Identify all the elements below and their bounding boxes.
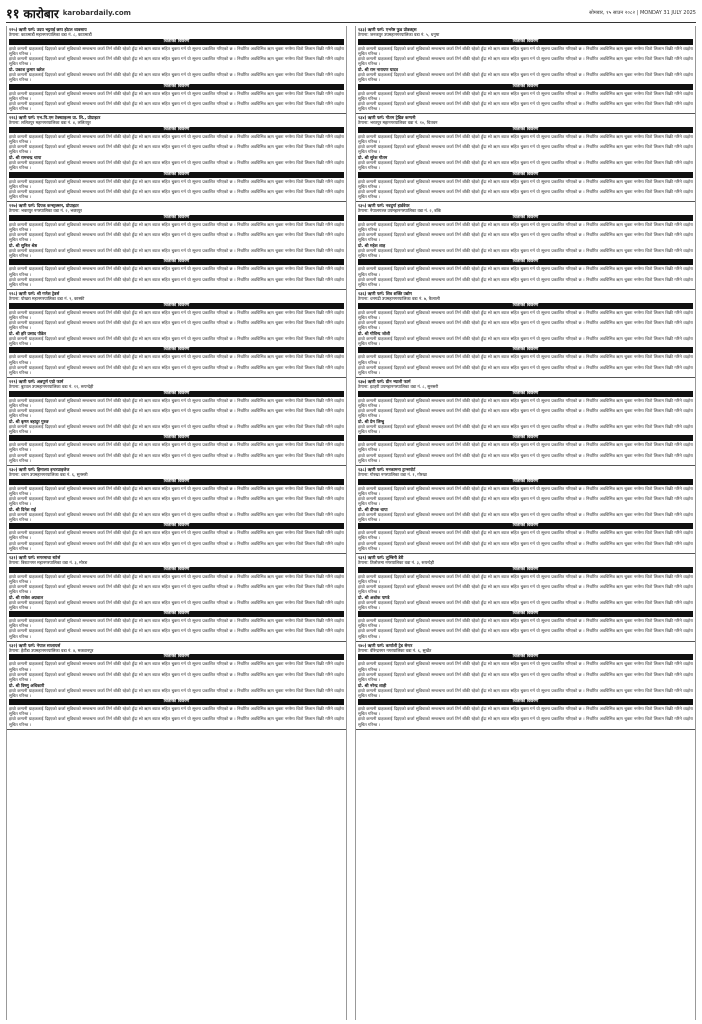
notice-entry bbox=[356, 554, 695, 642]
notice-number: १२५) bbox=[9, 27, 18, 32]
notice-text: हाम्रो कम्पनी ग्राहकलाई दिइएको कर्जा सुविधाको सम्बन्धमा कर्जा तिर्न बाँकी रहेको हुँदा सो ऋण ब्याज सहित चुक्ता गर्न यो सूचना प्रकाशित गरिएको छ । निर्धारित अवधिभित्र ऋण चुक्ता नगरेमा धितो लिलाम बिक्री गरिने व्यहोरा सूचित गरिन्छ । bbox=[9, 336, 344, 347]
collateral-details: हाम्रो कम्पनी ग्राहकलाई दिइएको कर्जा सुविधाको सम्बन्धमा कर्जा तिर्न बाँकी रहेको हुँदा सो ऋण ब्याज सहित चुक्ता गर्न यो सूचना प्रकाशित गरिएको छ । निर्धारित अवधिभित्र ऋण चुक्ता नगरेमा धितो लिलाम बिक्री गरिने व्यहोरा सूचित गरिन्छ । bbox=[9, 221, 344, 232]
notice-entry bbox=[356, 466, 695, 554]
collateral-details: हाम्रो कम्पनी ग्राहकलाई दिइएको कर्जा सुविधाको सम्बन्धमा कर्जा तिर्न बाँकी रहेको हुँदा सो ऋण ब्याज सहित चुक्ता गर्न यो सूचना प्रकाशित गरिएको छ । निर्धारित अवधिभित्र ऋण चुक्ता नगरेमा धितो लिलाम बिक्री गरिने व्यहोरा सूचित गरिन्छ । bbox=[358, 495, 693, 506]
collateral-details: हाम्रो कम्पनी ग्राहकलाई दिइएको कर्जा सुविधाको सम्बन्धमा कर्जा तिर्न बाँकी रहेको हुँदा सो ऋण ब्याज सहित चुक्ता गर्न यो सूचना प्रकाशित गरिएको छ । निर्धारित अवधिभित्र ऋण चुक्ता नगरेमा धितो लिलाम बिक्री गरिने व्यहोरा सूचित गरिन्छ । bbox=[358, 716, 693, 727]
notice-entry bbox=[356, 26, 695, 114]
borrower-address: ठेगाना: भक्तपुर नगरपालिका वडा नं. २, भक्तपुर bbox=[9, 208, 82, 214]
collateral-details: हाम्रो कम्पनी ग्राहकलाई दिइएको कर्जा सुविधाको सम्बन्धमा कर्जा तिर्न बाँकी रहेको हुँदा सो ऋण ब्याज सहित चुक्ता गर्न यो सूचना प्रकाशित गरिएको छ । निर्धारित अवधिभित्र ऋण चुक्ता नगरेमा धितो लिलाम बिक्री गरिने व्यहोरा सूचित गरिन्छ । bbox=[358, 276, 693, 287]
borrower-address: ठेगाना: वीरेन्द्रनगर नगरपालिका वडा नं. ६, सुर्खेत bbox=[358, 648, 432, 654]
collateral-heading-bar: धितोको विवरण bbox=[9, 215, 344, 221]
collateral-heading-bar: धितोको विवरण bbox=[358, 39, 693, 45]
collateral-details: हाम्रो कम्पनी ग्राहकलाई दिइएको कर्जा सुविधाको सम्बन्धमा कर्जा तिर्न बाँकी रहेको हुँदा सो ऋण ब्याज सहित चुक्ता गर्न यो सूचना प्रकाशित गरिएको छ । निर्धारित अवधिभित्र ऋण चुक्ता नगरेमा धितो लिलाम बिक्री गरिने व्यहोरा सूचित गरिन्छ । bbox=[358, 407, 693, 418]
collateral-details: हाम्रो कम्पनी ग्राहकलाई दिइएको कर्जा सुविधाको सम्बन्धमा कर्जा तिर्न बाँकी रहेको हुँदा सो ऋण ब्याज सहित चुक्ता गर्न यो सूचना प्रकाशित गरिएको छ । निर्धारित अवधिभित्र ऋण चुक्ता नगरेमा धितो लिलाम बिक्री गरिने व्यहोरा सूचित गरिन्छ । bbox=[358, 231, 693, 242]
collateral-details: हाम्रो कम्पनी ग्राहकलाई दिइएको कर्जा सुविधाको सम्बन्धमा कर्जा तिर्न बाँकी रहेको हुँदा सो ऋण ब्याज सहित चुक्ता गर्न यो सूचना प्रकाशित गरिएको छ । निर्धारित अवधिभित्र ऋण चुक्ता नगरेमा धितो लिलाम बिक्री गरिने व्यहोरा सूचित गरिन्छ । bbox=[9, 671, 344, 682]
notice-text: हाम्रो कम्पनी ग्राहकलाई दिइएको कर्जा सुविधाको सम्बन्धमा कर्जा तिर्न बाँकी रहेको हुँदा सो ऋण ब्याज सहित चुक्ता गर्न यो सूचना प्रकाशित गरिएको छ । निर्धारित अवधिभित्र ऋण चुक्ता नगरेमा धितो लिलाम बिक्री गरिने व्यहोरा सूचित गरिन्छ । bbox=[9, 600, 344, 611]
collateral-details: हाम्रो कम्पनी ग्राहकलाई दिइएको कर्जा सुविधाको सम्बन्धमा कर्जा तिर्न बाँकी रहेको हुँदा सो ऋण ब्याज सहित चुक्ता गर्न यो सूचना प्रकाशित गरिएको छ । निर्धारित अवधिभित्र ऋण चुक्ता नगरेमा धितो लिलाम बिक्री गरिने व्यहोरा सूचित गरिन्छ । bbox=[358, 221, 693, 232]
borrower-name: ऋणी फर्म: दिपक कन्स्ट्रक्सन, प्रोप्राइटर bbox=[18, 202, 79, 208]
borrower-address: ठेगाना: गोरखा नगरपालिका वडा नं. १, गोरखा bbox=[358, 472, 427, 478]
collateral-details: हाम्रो कम्पनी ग्राहकलाई दिइएको कर्जा सुविधाको सम्बन्धमा कर्जा तिर्न बाँकी रहेको हुँदा सो ऋण ब्याज सहित चुक्ता गर्न यो सूचना प्रकाशित गरिएको छ । निर्धारित अवधिभित्र ऋण चुक्ता नगरेमा धितो लिलाम बिक्री गरिने व्यहोरा सूचित गरिन्छ । bbox=[358, 364, 693, 375]
newspaper-logo: karobardaily.com bbox=[62, 9, 131, 17]
page-number: ११ bbox=[6, 7, 20, 22]
notice-text: हाम्रो कम्पनी ग्राहकलाई दिइएको कर्जा सुविधाको सम्बन्धमा कर्जा तिर्न बाँकी रहेको हुँदा सो ऋण ब्याज सहित चुक्ता गर्न यो सूचना प्रकाशित गरिएको छ । निर्धारित अवधिभित्र ऋण चुक्ता नगरेमा धितो लिलाम बिक्री गरिने व्यहोरा सूचित गरिन्छ । bbox=[358, 72, 693, 83]
proprietor-name: प्रो. प्रकाश कुमार खरेल bbox=[9, 67, 45, 73]
notice-text: हाम्रो कम्पनी ग्राहकलाई दिइएको कर्जा सुविधाको सम्बन्धमा कर्जा तिर्न बाँकी रहेको हुँदा सो ऋण ब्याज सहित चुक्ता गर्न यो सूचना प्रकाशित गरिएको छ । निर्धारित अवधिभित्र ऋण चुक्ता नगरेमा धितो लिलाम बिक्री गरिने व्यहोरा सूचित गरिन्छ । bbox=[358, 600, 693, 611]
borrower-address: ठेगाना: बिराटनगर महानगरपालिका वडा नं. ३, मोरङ bbox=[9, 560, 88, 566]
borrower-name: ऋणी फर्म: शिव शक्ति उद्योग bbox=[367, 290, 412, 296]
proprietor-name: प्रो. श्री दिनेश राई bbox=[9, 506, 36, 512]
collateral-heading-bar: धितोको विवरण bbox=[358, 127, 693, 133]
notice-number: १३७) bbox=[358, 378, 367, 384]
collateral-heading-bar: धितोको विवरण bbox=[9, 84, 344, 90]
collateral-heading-bar: धितोको विवरण bbox=[9, 523, 344, 529]
collateral-details: हाम्रो कम्पनी ग्राहकलाई दिइएको कर्जा सुविधाको सम्बन्धमा कर्जा तिर्न बाँकी रहेको हुँदा सो ऋण ब्याज सहित चुक्ता गर्न यो सूचना प्रकाशित गरिएको छ । निर्धारित अवधिभित्र ऋण चुक्ता नगरेमा धितो लिलाम बिक्री गरिने व्यहोरा सूचित गरिन्छ । bbox=[9, 618, 344, 629]
collateral-heading-bar: धितोको विवरण bbox=[9, 172, 344, 178]
borrower-name: ऋणी फर्म: एभरेष्ट फुड प्रोडक्ट्स bbox=[367, 27, 417, 32]
notice-text: हाम्रो कम्पनी ग्राहकलाई दिइएको कर्जा सुविधाको सम्बन्धमा कर्जा तिर्न बाँकी रहेको हुँदा सो ऋण ब्याज सहित चुक्ता गर्न यो सूचना प्रकाशित गरिएको छ । निर्धारित अवधिभित्र ऋण चुक्ता नगरेमा धितो लिलाम बिक्री गरिने व्यहोरा सूचित गरिन्छ । bbox=[9, 424, 344, 435]
collateral-details: हाम्रो कम्पनी ग्राहकलाई दिइएको कर्जा सुविधाको सम्बन्धमा कर्जा तिर्न बाँकी रहेको हुँदा सो ऋण ब्याज सहित चुक्ता गर्न यो सूचना प्रकाशित गरिएको छ । निर्धारित अवधिभित्र ऋण चुक्ता नगरेमा धितो लिलाम बिक्री गरिने व्यहोरा सूचित गरिन्छ । bbox=[9, 354, 344, 365]
notice-entry bbox=[356, 202, 695, 290]
collateral-heading-bar: धितोको विवरण bbox=[358, 567, 693, 573]
collateral-details: हाम्रो कम्पनी ग्राहकलाई दिइएको कर्जा सुविधाको सम्बन्धमा कर्जा तिर्न बाँकी रहेको हुँदा सो ऋण ब्याज सहित चुक्ता गर्न यो सूचना प्रकाशित गरिएको छ । निर्धारित अवधिभित्र ऋण चुक्ता नगरेमा धितो लिलाम बिक्री गरिने व्यहोरा सूचित गरिन्छ । bbox=[358, 661, 693, 672]
proprietor-name: प्रो. श्री कृष्ण बहादुर गुरुङ bbox=[9, 419, 49, 424]
borrower-name: ऋणी फर्म: मनकामना ट्रान्सपोर्ट bbox=[367, 466, 416, 472]
collateral-heading-bar: धितोको विवरण bbox=[9, 567, 344, 573]
borrower-name: ऋणी फर्म: नवदुर्गा हार्डवेयर bbox=[367, 202, 410, 208]
notice-entry bbox=[7, 554, 346, 642]
collateral-heading-bar: धितोको विवरण bbox=[358, 84, 693, 90]
issue-date: सोमबार, १५ साउन २०८२ | MONDAY 31 JULY 2025 bbox=[589, 10, 696, 16]
left-column bbox=[6, 26, 347, 1020]
notice-text: हाम्रो कम्पनी ग्राहकलाई दिइएको कर्जा सुविधाको सम्बन्धमा कर्जा तिर्न बाँकी रहेको हुँदा सो ऋण ब्याज सहित चुक्ता गर्न यो सूचना प्रकाशित गरिएको छ । निर्धारित अवधिभित्र ऋण चुक्ता नगरेमा धितो लिलाम बिक्री गरिने व्यहोरा सूचित गरिन्छ । bbox=[358, 248, 693, 259]
collateral-heading-bar: धितोको विवरण bbox=[358, 654, 693, 660]
notice-number: १३२) bbox=[9, 642, 18, 648]
notice-entry bbox=[356, 290, 695, 378]
collateral-details: हाम्रो कम्पनी ग्राहकलाई दिइएको कर्जा सुविधाको सम्बन्धमा कर्जा तिर्न बाँकी रहेको हुँदा सो ऋण ब्याज सहित चुक्ता गर्न यो सूचना प्रकाशित गरिएको छ । निर्धारित अवधिभित्र ऋण चुक्ता नगरेमा धितो लिलाम बिक्री गरिने व्यहोरा सूचित गरिन्छ । bbox=[358, 100, 693, 111]
notice-entry bbox=[356, 114, 695, 202]
notice-number: १२६) bbox=[9, 114, 18, 120]
collateral-details: हाम्रो कम्पनी ग्राहकलाई दिइएको कर्जा सुविधाको सम्बन्धमा कर्जा तिर्न बाँकी रहेको हुँदा सो ऋण ब्याज सहित चुक्ता गर्न यो सूचना प्रकाशित गरिएको छ । निर्धारित अवधिभित्र ऋण चुक्ता नगरेमा धितो लिलाम बिक्री गरिने व्यहोरा सूचित गरिन्छ । bbox=[358, 266, 693, 277]
collateral-heading-bar: धितोको विवरण bbox=[9, 391, 344, 397]
collateral-details: हाम्रो कम्पनी ग्राहकलाई दिइएको कर्जा सुविधाको सम्बन्धमा कर्जा तिर्न बाँकी रहेको हुँदा सो ऋण ब्याज सहित चुक्ता गर्न यो सूचना प्रकाशित गरिएको छ । निर्धारित अवधिभित्र ऋण चुक्ता नगरेमा धितो लिलाम बिक्री गरिने व्यहोरा सूचित गरिन्छ । bbox=[9, 573, 344, 584]
collateral-heading-bar: धितोको विवरण bbox=[9, 479, 344, 485]
collateral-heading-bar: धितोको विवरण bbox=[358, 347, 693, 353]
collateral-details: हाम्रो कम्पनी ग्राहकलाई दिइएको कर्जा सुविधाको सम्बन्धमा कर्जा तिर्न बाँकी रहेको हुँदा सो ऋण ब्याज सहित चुक्ता गर्न यो सूचना प्रकाशित गरिएको छ । निर्धारित अवधिभित्र ऋण चुक्ता नगरेमा धितो लिलाम बिक्री गरिने व्यहोरा सूचित गरिन्छ । bbox=[9, 452, 344, 463]
collateral-heading-bar: धितोको विवरण bbox=[358, 215, 693, 221]
collateral-details: हाम्रो कम्पनी ग्राहकलाई दिइएको कर्जा सुविधाको सम्बन्धमा कर्जा तिर्न बाँकी रहेको हुँदा सो ऋण ब्याज सहित चुक्ता गर्न यो सूचना प्रकाशित गरिएको छ । निर्धारित अवधिभित्र ऋण चुक्ता नगरेमा धितो लिलाम बिक्री गरिने व्यहोरा सूचित गरिन्छ । bbox=[358, 452, 693, 463]
collateral-heading-bar: धितोको विवरण bbox=[9, 39, 344, 45]
collateral-heading-bar: धितोको विवरण bbox=[9, 259, 344, 265]
collateral-heading-bar: धितोको विवरण bbox=[9, 654, 344, 660]
collateral-details: हाम्रो कम्पनी ग्राहकलाई दिइएको कर्जा सुविधाको सम्बन्धमा कर्जा तिर्न बाँकी रहेको हुँदा सो ऋण ब्याज सहित चुक्ता गर्न यो सूचना प्रकाशित गरिएको छ । निर्धारित अवधिभित्र ऋण चुक्ता नगरेमा धितो लिलाम बिक्री गरिने व्यहोरा सूचित गरिन्छ । bbox=[358, 573, 693, 584]
collateral-details: हाम्रो कम्पनी ग्राहकलाई दिइएको कर्जा सुविधाको सम्बन्धमा कर्जा तिर्न बाँकी रहेको हुँदा सो ऋण ब्याज सहित चुक्ता गर्न यो सूचना प्रकाशित गरिएको छ । निर्धारित अवधिभित्र ऋण चुक्ता नगरेमा धितो लिलाम बिक्री गरिने व्यहोरा सूचित गरिन्छ । bbox=[358, 442, 693, 453]
borrower-address: ठेगाना: तिलोत्तमा नगरपालिका वडा नं. ३, रूपन्देही bbox=[358, 560, 434, 566]
notice-number: १३०) bbox=[9, 466, 18, 472]
collateral-details: हाम्रो कम्पनी ग्राहकलाई दिइएको कर्जा सुविधाको सम्बन्धमा कर्जा तिर्न बाँकी रहेको हुँदा सो ऋण ब्याज सहित चुक्ता गर्न यो सूचना प्रकाशित गरिएको छ । निर्धारित अवधिभित्र ऋण चुक्ता नगरेमा धितो लिलाम बिक्री गरिने व्यहोरा सूचित गरिन्छ । bbox=[358, 309, 693, 320]
collateral-details: हाम्रो कम्पनी ग्राहकलाई दिइएको कर्जा सुविधाको सम्बन्धमा कर्जा तिर्न बाँकी रहेको हुँदा सो ऋण ब्याज सहित चुक्ता गर्न यो सूचना प्रकाशित गरिएको छ । निर्धारित अवधिभित्र ऋण चुक्ता नगरेमा धितो लिलाम बिक्री गरिने व्यहोरा सूचित गरिन्छ । bbox=[358, 540, 693, 551]
borrower-address: ठेगाना: धनगढी उपमहानगरपालिका वडा नं. ७, कैलाली bbox=[358, 296, 440, 302]
collateral-details: हाम्रो कम्पनी ग्राहकलाई दिइएको कर्जा सुविधाको सम्बन्धमा कर्जा तिर्न बाँकी रहेको हुँदा सो ऋण ब्याज सहित चुक्ता गर्न यो सूचना प्रकाशित गरिएको छ । निर्धारित अवधिभित्र ऋण चुक्ता नगरेमा धितो लिलाम बिक्री गरिने व्यहोरा सूचित गरिन्छ । bbox=[9, 364, 344, 375]
notice-number: १३८) bbox=[358, 466, 367, 472]
notice-text: हाम्रो कम्पनी ग्राहकलाई दिइएको कर्जा सुविधाको सम्बन्धमा कर्जा तिर्न बाँकी रहेको हुँदा सो ऋण ब्याज सहित चुक्ता गर्न यो सूचना प्रकाशित गरिएको छ । निर्धारित अवधिभित्र ऋण चुक्ता नगरेमा धितो लिलाम बिक्री गरिने व्यहोरा सूचित गरिन्छ । bbox=[9, 688, 344, 699]
collateral-details: हाम्रो कम्पनी ग्राहकलाई दिइएको कर्जा सुविधाको सम्बन्धमा कर्जा तिर्न बाँकी रहेको हुँदा सो ऋण ब्याज सहित चुक्ता गर्न यो सूचना प्रकाशित गरिएको छ । निर्धारित अवधिभित्र ऋण चुक्ता नगरेमा धितो लिलाम बिक्री गरिने व्यहोरा सूचित गरिन्छ । bbox=[358, 319, 693, 330]
collateral-details: हाम्रो कम्पनी ग्राहकलाई दिइएको कर्जा सुविधाको सम्बन्धमा कर्जा तिर्न बाँकी रहेको हुँदा सो ऋण ब्याज सहित चुक्ता गर्न यो सूचना प्रकाशित गरिएको छ । निर्धारित अवधिभित्र ऋण चुक्ता नगरेमा धितो लिलाम बिक्री गरिने व्यहोरा सूचित गरिन्छ । bbox=[9, 530, 344, 541]
borrower-address: ठेगाना: जनकपुर उपमहानगरपालिका वडा नं. ५, धनुषा bbox=[358, 32, 440, 38]
borrower-name: ऋणी फर्म: गौतम ट्रेडिङ कम्पनी bbox=[367, 114, 416, 120]
borrower-address: ठेगाना: ललितपुर महानगरपालिका वडा नं. ४, ललितपुर bbox=[9, 120, 91, 126]
collateral-details: हाम्रो कम्पनी ग्राहकलाई दिइएको कर्जा सुविधाको सम्बन्धमा कर्जा तिर्न बाँकी रहेको हुँदा सो ऋण ब्याज सहित चुक्ता गर्न यो सूचना प्रकाशित गरिएको छ । निर्धारित अवधिभित्र ऋण चुक्ता नगरेमा धितो लिलाम बिक्री गरिने व्यहोरा सूचित गरिन्छ । bbox=[358, 485, 693, 496]
collateral-details: हाम्रो कम्पनी ग्राहकलाई दिइएको कर्जा सुविधाको सम्बन्धमा कर्जा तिर्न बाँकी रहेको हुँदा सो ऋण ब्याज सहित चुक्ता गर्न यो सूचना प्रकाशित गरिएको छ । निर्धारित अवधिभित्र ऋण चुक्ता नगरेमा धितो लिलाम बिक्री गरिने व्यहोरा सूचित गरिन्छ । bbox=[9, 495, 344, 506]
proprietor-name: प्रो. श्री सुनिल श्रेष्ठ bbox=[9, 243, 37, 249]
notice-columns bbox=[6, 26, 696, 1020]
collateral-details: हाम्रो कम्पनी ग्राहकलाई दिइएको कर्जा सुविधाको सम्बन्धमा कर्जा तिर्न बाँकी रहेको हुँदा सो ऋण ब्याज सहित चुक्ता गर्न यो सूचना प्रकाशित गरिएको छ । निर्धारित अवधिभित्र ऋण चुक्ता नगरेमा धितो लिलाम बिक्री गरिने व्यहोरा सूचित गरिन्छ । bbox=[358, 56, 693, 67]
notice-text: हाम्रो कम्पनी ग्राहकलाई दिइएको कर्जा सुविधाको सम्बन्धमा कर्जा तिर्न बाँकी रहेको हुँदा सो ऋण ब्याज सहित चुक्ता गर्न यो सूचना प्रकाशित गरिएको छ । निर्धारित अवधिभित्र ऋण चुक्ता नगरेमा धितो लिलाम बिक्री गरिने व्यहोरा सूचित गरिन्छ । bbox=[358, 512, 693, 523]
notice-number: १३१) bbox=[9, 554, 18, 560]
collateral-heading-bar: धितोको विवरण bbox=[358, 435, 693, 441]
notice-text: हाम्रो कम्पनी ग्राहकलाई दिइएको कर्जा सुविधाको सम्बन्धमा कर्जा तिर्न बाँकी रहेको हुँदा सो ऋण ब्याज सहित चुक्ता गर्न यो सूचना प्रकाशित गरिएको छ । निर्धारित अवधिभित्र ऋण चुक्ता नगरेमा धितो लिलाम बिक्री गरिने व्यहोरा सूचित गरिन्छ । bbox=[358, 688, 693, 699]
collateral-details: हाम्रो कम्पनी ग्राहकलाई दिइएको कर्जा सुविधाको सम्बन्धमा कर्जा तिर्न बाँकी रहेको हुँदा सो ऋण ब्याज सहित चुक्ता गर्न यो सूचना प्रकाशित गरिएको छ । निर्धारित अवधिभित्र ऋण चुक्ता नगरेमा धितो लिलाम बिक्री गरिने व्यहोरा सूचित गरिन्छ । bbox=[358, 530, 693, 541]
collateral-details: हाम्रो कम्पनी ग्राहकलाई दिइएको कर्जा सुविधाको सम्बन्धमा कर्जा तिर्न बाँकी रहेको हुँदा सो ऋण ब्याज सहित चुक्ता गर्न यो सूचना प्रकाशित गरिएको छ । निर्धारित अवधिभित्र ऋण चुक्ता नगरेमा धितो लिलाम बिक्री गरिने व्यहोरा सूचित गरिन्छ । bbox=[9, 133, 344, 144]
notice-entry bbox=[7, 290, 346, 378]
notice-entry bbox=[7, 466, 346, 554]
right-column bbox=[355, 26, 696, 1020]
proprietor-name: प्रो. श्री नरेन्द्र शाही bbox=[358, 682, 387, 688]
collateral-details: हाम्रो कम्पनी ग्राहकलाई दिइएको कर्जा सुविधाको सम्बन्धमा कर्जा तिर्न बाँकी रहेको हुँदा सो ऋण ब्याज सहित चुक्ता गर्न यो सूचना प्रकाशित गरिएको छ । निर्धारित अवधिभित्र ऋण चुक्ता नगरेमा धितो लिलाम बिक्री गरिने व्यहोरा सूचित गरिन्छ । bbox=[358, 397, 693, 408]
notice-entry bbox=[7, 202, 346, 290]
notice-entry bbox=[7, 26, 346, 114]
collateral-details: हाम्रो कम्पनी ग्राहकलाई दिइएको कर्जा सुविधाको सम्बन्धमा कर्जा तिर्न बाँकी रहेको हुँदा सो ऋण ब्याज सहित चुक्ता गर्न यो सूचना प्रकाशित गरिएको छ । निर्धारित अवधिभित्र ऋण चुक्ता नगरेमा धितो लिलाम बिक्री गरिने व्यहोरा सूचित गरिन्छ । bbox=[358, 354, 693, 365]
collateral-heading-bar: धितोको विवरण bbox=[358, 172, 693, 178]
collateral-details: हाम्रो कम्पनी ग्राहकलाई दिइएको कर्जा सुविधाको सम्बन्धमा कर्जा तिर्न बाँकी रहेको हुँदा सो ऋण ब्याज सहित चुक्ता गर्न यो सूचना प्रकाशित गरिएको छ । निर्धारित अवधिभित्र ऋण चुक्ता नगरेमा धितो लिलाम बिक्री गरिने व्यहोरा सूचित गरिन्छ । bbox=[358, 178, 693, 189]
notice-number: १३३) bbox=[358, 27, 367, 32]
collateral-details: हाम्रो कम्पनी ग्राहकलाई दिइएको कर्जा सुविधाको सम्बन्धमा कर्जा तिर्न बाँकी रहेको हुँदा सो ऋण ब्याज सहित चुक्ता गर्न यो सूचना प्रकाशित गरिएको छ । निर्धारित अवधिभित्र ऋण चुक्ता नगरेमा धितो लिलाम बिक्री गरिने व्यहोरा सूचित गरिन्छ । bbox=[358, 188, 693, 199]
collateral-details: हाम्रो कम्पनी ग्राहकलाई दिइएको कर्जा सुविधाको सम्बन्धमा कर्जा तिर्न बाँकी रहेको हुँदा सो ऋण ब्याज सहित चुक्ता गर्न यो सूचना प्रकाशित गरिएको छ । निर्धारित अवधिभित्र ऋण चुक्ता नगरेमा धितो लिलाम बिक्री गरिने व्यहोरा सूचित गरिन्छ । bbox=[9, 309, 344, 320]
collateral-heading-bar: धितोको विवरण bbox=[9, 699, 344, 705]
notice-text: हाम्रो कम्पनी ग्राहकलाई दिइएको कर्जा सुविधाको सम्बन्धमा कर्जा तिर्न बाँकी रहेको हुँदा सो ऋण ब्याज सहित चुक्ता गर्न यो सूचना प्रकाशित गरिएको छ । निर्धारित अवधिभित्र ऋण चुक्ता नगरेमा धितो लिलाम बिक्री गरिने व्यहोरा सूचित गरिन्छ । bbox=[358, 336, 693, 347]
collateral-details: हाम्रो कम्पनी ग्राहकलाई दिइएको कर्जा सुविधाको सम्बन्धमा कर्जा तिर्न बाँकी रहेको हुँदा सो ऋण ब्याज सहित चुक्ता गर्न यो सूचना प्रकाशित गरिएको छ । निर्धारित अवधिभित्र ऋण चुक्ता नगरेमा धितो लिलाम बिक्री गरिने व्यहोरा सूचित गरिन्छ । bbox=[358, 45, 693, 56]
collateral-heading-bar: धितोको विवरण bbox=[9, 303, 344, 309]
borrower-name: ऋणी फर्म: उदय भट्टराई छाप होटल व्यवसाय bbox=[18, 27, 87, 32]
borrower-address: ठेगाना: पोखरा महानगरपालिका वडा नं. ९, कास्की bbox=[9, 296, 85, 302]
notice-number: १३९) bbox=[358, 554, 367, 560]
collateral-details: हाम्रो कम्पनी ग्राहकलाई दिइएको कर्जा सुविधाको सम्बन्धमा कर्जा तिर्न बाँकी रहेको हुँदा सो ऋण ब्याज सहित चुक्ता गर्न यो सूचना प्रकाशित गरिएको छ । निर्धारित अवधिभित्र ऋण चुक्ता नगरेमा धितो लिलाम बिक्री गरिने व्यहोरा सूचित गरिन्छ । bbox=[358, 671, 693, 682]
notice-entry bbox=[7, 378, 346, 466]
collateral-details: हाम्रो कम्पनी ग्राहकलाई दिइएको कर्जा सुविधाको सम्बन्धमा कर्जा तिर्न बाँकी रहेको हुँदा सो ऋण ब्याज सहित चुक्ता गर्न यो सूचना प्रकाशित गरिएको छ । निर्धारित अवधिभित्र ऋण चुक्ता नगरेमा धितो लिलाम बिक्री गरिने व्यहोरा सूचित गरिन्छ । bbox=[358, 143, 693, 155]
notice-text: हाम्रो कम्पनी ग्राहकलाई दिइएको कर्जा सुविधाको सम्बन्धमा कर्जा तिर्न बाँकी रहेको हुँदा सो ऋण ब्याज सहित चुक्ता गर्न यो सूचना प्रकाशित गरिएको छ । निर्धारित अवधिभित्र ऋण चुक्ता नगरेमा धितो लिलाम बिक्री गरिने व्यहोरा सूचित गरिन्छ । bbox=[358, 160, 693, 171]
notice-entry bbox=[7, 114, 346, 202]
borrower-address: ठेगाना: काठमाडौं महानगरपालिका वडा नं. ८, काठमाडौं bbox=[9, 32, 92, 38]
notice-number: १२७) bbox=[9, 202, 18, 208]
notice-text: हाम्रो कम्पनी ग्राहकलाई दिइएको कर्जा सुविधाको सम्बन्धमा कर्जा तिर्न बाँकी रहेको हुँदा सो ऋण ब्याज सहित चुक्ता गर्न यो सूचना प्रकाशित गरिएको छ । निर्धारित अवधिभित्र ऋण चुक्ता नगरेमा धितो लिलाम बिक्री गरिने व्यहोरा सूचित गरिन्छ । bbox=[9, 160, 344, 171]
collateral-details: हाम्रो कम्पनी ग्राहकलाई दिइएको कर्जा सुविधाको सम्बन्धमा कर्जा तिर्न बाँकी रहेको हुँदा सो ऋण ब्याज सहित चुक्ता गर्न यो सूचना प्रकाशित गरिएको छ । निर्धारित अवधिभित्र ऋण चुक्ता नगरेमा धितो लिलाम बिक्री गरिने व्यहोरा सूचित गरिन्छ । bbox=[9, 583, 344, 594]
collateral-details: हाम्रो कम्पनी ग्राहकलाई दिइएको कर्जा सुविधाको सम्बन्धमा कर्जा तिर्न बाँकी रहेको हुँदा सो ऋण ब्याज सहित चुक्ता गर्न यो सूचना प्रकाशित गरिएको छ । निर्धारित अवधिभित्र ऋण चुक्ता नगरेमा धितो लिलाम बिक्री गरिने व्यहोरा सूचित गरिन्छ । bbox=[9, 397, 344, 408]
notice-text: हाम्रो कम्पनी ग्राहकलाई दिइएको कर्जा सुविधाको सम्बन्धमा कर्जा तिर्न बाँकी रहेको हुँदा सो ऋण ब्याज सहित चुक्ता गर्न यो सूचना प्रकाशित गरिएको छ । निर्धारित अवधिभित्र ऋण चुक्ता नगरेमा धितो लिलाम बिक्री गरिने व्यहोरा सूचित गरिन्छ । bbox=[9, 512, 344, 523]
notice-text: हाम्रो कम्पनी ग्राहकलाई दिइएको कर्जा सुविधाको सम्बन्धमा कर्जा तिर्न बाँकी रहेको हुँदा सो ऋण ब्याज सहित चुक्ता गर्न यो सूचना प्रकाशित गरिएको छ । निर्धारित अवधिभित्र ऋण चुक्ता नगरेमा धितो लिलाम बिक्री गरिने व्यहोरा सूचित गरिन्छ । bbox=[9, 72, 344, 83]
collateral-details: हाम्रो कम्पनी ग्राहकलाई दिइएको कर्जा सुविधाको सम्बन्धमा कर्जा तिर्न बाँकी रहेको हुँदा सो ऋण ब्याज सहित चुक्ता गर्न यो सूचना प्रकाशित गरिएको छ । निर्धारित अवधिभित्र ऋण चुक्ता नगरेमा धितो लिलाम बिक्री गरिने व्यहोरा सूचित गरिन्छ । bbox=[358, 628, 693, 639]
collateral-details: हाम्रो कम्पनी ग्राहकलाई दिइएको कर्जा सुविधाको सम्बन्धमा कर्जा तिर्न बाँकी रहेको हुँदा सो ऋण ब्याज सहित चुक्ता गर्न यो सूचना प्रकाशित गरिएको छ । निर्धारित अवधिभित्र ऋण चुक्ता नगरेमा धितो लिलाम बिक्री गरिने व्यहोरा सूचित गरिन्छ । bbox=[358, 90, 693, 101]
notice-number: १२९) bbox=[9, 378, 18, 384]
notice-text: हाम्रो कम्पनी ग्राहकलाई दिइएको कर्जा सुविधाको सम्बन्धमा कर्जा तिर्न बाँकी रहेको हुँदा सो ऋण ब्याज सहित चुक्ता गर्न यो सूचना प्रकाशित गरिएको छ । निर्धारित अवधिभित्र ऋण चुक्ता नगरेमा धितो लिलाम बिक्री गरिने व्यहोरा सूचित गरिन्छ । bbox=[358, 424, 693, 435]
collateral-heading-bar: धितोको विवरण bbox=[9, 435, 344, 441]
notice-number: १३५) bbox=[358, 202, 367, 208]
collateral-details: हाम्रो कम्पनी ग्राहकलाई दिइएको कर्जा सुविधाको सम्बन्धमा कर्जा तिर्न बाँकी रहेको हुँदा सो ऋण ब्याज सहित चुक्ता गर्न यो सूचना प्रकाशित गरिएको छ । निर्धारित अवधिभित्र ऋण चुक्ता नगरेमा धितो लिलाम बिक्री गरिने व्यहोरा सूचित गरिन्छ । bbox=[9, 276, 344, 287]
borrower-address: ठेगाना: भरतपुर महानगरपालिका वडा नं. १०, चितवन bbox=[358, 120, 438, 126]
borrower-address: ठेगाना: धरान उपमहानगरपालिका वडा नं. ६, सुनसरी bbox=[9, 472, 88, 478]
notice-number: १३६) bbox=[358, 290, 367, 296]
collateral-details: हाम्रो कम्पनी ग्राहकलाई दिइएको कर्जा सुविधाको सम्बन्धमा कर्जा तिर्न बाँकी रहेको हुँदा सो ऋण ब्याज सहित चुक्ता गर्न यो सूचना प्रकाशित गरिएको छ । निर्धारित अवधिभित्र ऋण चुक्ता नगरेमा धितो लिलाम बिक्री गरिने व्यहोरा सूचित गरिन्छ । bbox=[358, 706, 693, 717]
borrower-address: ठेगाना: इटहरी उपमहानगरपालिका वडा नं. ८, सुनसरी bbox=[358, 384, 439, 390]
notice-entry bbox=[356, 642, 695, 730]
borrower-name: ऋणी फर्म: श्री गणेश ट्रेडर्स bbox=[18, 290, 60, 296]
newspaper-name: कारोबार bbox=[23, 6, 59, 21]
borrower-name: ऋणी फर्म: लुम्बिनी डेरी bbox=[367, 554, 404, 560]
collateral-details: हाम्रो कम्पनी ग्राहकलाई दिइएको कर्जा सुविधाको सम्बन्धमा कर्जा तिर्न बाँकी रहेको हुँदा सो ऋण ब्याज सहित चुक्ता गर्न यो सूचना प्रकाशित गरिएको छ । निर्धारित अवधिभित्र ऋण चुक्ता नगरेमा धितो लिलाम बिक्री गरिने व्यहोरा सूचित गरिन्छ । bbox=[358, 618, 693, 629]
collateral-details: हाम्रो कम्पनी ग्राहकलाई दिइएको कर्जा सुविधाको सम्बन्धमा कर्जा तिर्न बाँकी रहेको हुँदा सो ऋण ब्याज सहित चुक्ता गर्न यो सूचना प्रकाशित गरिएको छ । निर्धारित अवधिभित्र ऋण चुक्ता नगरेमा धितो लिलाम बिक्री गरिने व्यहोरा सूचित गरिन्छ । bbox=[9, 56, 344, 67]
notice-text: हाम्रो कम्पनी ग्राहकलाई दिइएको कर्जा सुविधाको सम्बन्धमा कर्जा तिर्न बाँकी रहेको हुँदा सो ऋण ब्याज सहित चुक्ता गर्न यो सूचना प्रकाशित गरिएको छ । निर्धारित अवधिभित्र ऋण चुक्ता नगरेमा धितो लिलाम बिक्री गरिने व्यहोरा सूचित गरिन्छ । bbox=[9, 248, 344, 259]
collateral-details: हाम्रो कम्पनी ग्राहकलाई दिइएको कर्जा सुविधाको सम्बन्धमा कर्जा तिर्न बाँकी रहेको हुँदा सो ऋण ब्याज सहित चुक्ता गर्न यो सूचना प्रकाशित गरिएको छ । निर्धारित अवधिभित्र ऋण चुक्ता नगरेमा धितो लिलाम बिक्री गरिने व्यहोरा सूचित गरिन्छ । bbox=[9, 45, 344, 56]
collateral-heading-bar: धितोको विवरण bbox=[9, 127, 344, 133]
collateral-heading-bar: धितोको विवरण bbox=[358, 479, 693, 485]
collateral-details: हाम्रो कम्पनी ग्राहकलाई दिइएको कर्जा सुविधाको सम्बन्धमा कर्जा तिर्न बाँकी रहेको हुँदा सो ऋण ब्याज सहित चुक्ता गर्न यो सूचना प्रकाशित गरिएको छ । निर्धारित अवधिभित्र ऋण चुक्ता नगरेमा धितो लिलाम बिक्री गरिने व्यहोरा सूचित गरिन्छ । bbox=[9, 407, 344, 418]
borrower-name: ऋणी फर्म: हिमालय इन्टरप्राइजेज bbox=[18, 466, 70, 472]
proprietor-name: प्रो. श्री रामचन्द्र थापा bbox=[9, 155, 42, 161]
collateral-details: हाम्रो कम्पनी ग्राहकलाई दिइएको कर्जा सुविधाको सम्बन्धमा कर्जा तिर्न बाँकी रहेको हुँदा सो ऋण ब्याज सहित चुक्ता गर्न यो सूचना प्रकाशित गरिएको छ । निर्धारित अवधिभित्र ऋण चुक्ता नगरेमा धितो लिलाम बिक्री गरिने व्यहोरा सूचित गरिन्छ । bbox=[358, 583, 693, 594]
proprietor-name: प्रो. श्री प्रेम लिम्बु bbox=[358, 419, 385, 424]
collateral-details: हाम्रो कम्पनी ग्राहकलाई दिइएको कर्जा सुविधाको सम्बन्धमा कर्जा तिर्न बाँकी रहेको हुँदा सो ऋण ब्याज सहित चुक्ता गर्न यो सूचना प्रकाशित गरिएको छ । निर्धारित अवधिभित्र ऋण चुक्ता नगरेमा धितो लिलाम बिक्री गरिने व्यहोरा सूचित गरिन्छ । bbox=[9, 540, 344, 551]
proprietor-name: प्रो. श्री अशोक पाण्डे bbox=[358, 594, 390, 600]
collateral-heading-bar: धितोको विवरण bbox=[358, 259, 693, 265]
proprietor-name: प्रो. श्री दीपक थापा bbox=[358, 506, 388, 512]
collateral-heading-bar: धितोको विवरण bbox=[9, 611, 344, 617]
collateral-details: हाम्रो कम्पनी ग्राहकलाई दिइएको कर्जा सुविधाको सम्बन्धमा कर्जा तिर्न बाँकी रहेको हुँदा सो ऋण ब्याज सहित चुक्ता गर्न यो सूचना प्रकाशित गरिएको छ । निर्धारित अवधिभित्र ऋण चुक्ता नगरेमा धितो लिलाम बिक्री गरिने व्यहोरा सूचित गरिन्छ । bbox=[9, 661, 344, 672]
collateral-heading-bar: धितोको विवरण bbox=[9, 347, 344, 353]
notice-number: १२८) bbox=[9, 290, 18, 296]
collateral-heading-bar: धितोको विवरण bbox=[358, 611, 693, 617]
collateral-details: हाम्रो कम्पनी ग्राहकलाई दिइएको कर्जा सुविधाको सम्बन्धमा कर्जा तिर्न बाँकी रहेको हुँदा सो ऋण ब्याज सहित चुक्ता गर्न यो सूचना प्रकाशित गरिएको छ । निर्धारित अवधिभित्र ऋण चुक्ता नगरेमा धितो लिलाम बिक्री गरिने व्यहोरा सूचित गरिन्छ । bbox=[358, 133, 693, 144]
borrower-address: ठेगाना: बुटवल उपमहानगरपालिका वडा नं. ११, रूपन्देही bbox=[9, 384, 94, 390]
collateral-details: हाम्रो कम्पनी ग्राहकलाई दिइएको कर्जा सुविधाको सम्बन्धमा कर्जा तिर्न बाँकी रहेको हुँदा सो ऋण ब्याज सहित चुक्ता गर्न यो सूचना प्रकाशित गरिएको छ । निर्धारित अवधिभित्र ऋण चुक्ता नगरेमा धितो लिलाम बिक्री गरिने व्यहोरा सूचित गरिन्छ । bbox=[9, 90, 344, 101]
borrower-name: ऋणी फर्म: अन्नपूर्ण एग्रो फार्म bbox=[18, 378, 64, 384]
borrower-name: ऋणी फर्म: ग्रीन भ्याली फार्म bbox=[367, 378, 411, 384]
collateral-details: हाम्रो कम्पनी ग्राहकलाई दिइएको कर्जा सुविधाको सम्बन्धमा कर्जा तिर्न बाँकी रहेको हुँदा सो ऋण ब्याज सहित चुक्ता गर्न यो सूचना प्रकाशित गरिएको छ । निर्धारित अवधिभित्र ऋण चुक्ता नगरेमा धितो लिलाम बिक्री गरिने व्यहोरा सूचित गरिन्छ । bbox=[9, 143, 344, 155]
collateral-heading-bar: धितोको विवरण bbox=[358, 303, 693, 309]
masthead bbox=[6, 4, 696, 23]
collateral-details: हाम्रो कम्पनी ग्राहकलाई दिइएको कर्जा सुविधाको सम्बन्धमा कर्जा तिर्न बाँकी रहेको हुँदा सो ऋण ब्याज सहित चुक्ता गर्न यो सूचना प्रकाशित गरिएको छ । निर्धारित अवधिभित्र ऋण चुक्ता नगरेमा धितो लिलाम बिक्री गरिने व्यहोरा सूचित गरिन्छ । bbox=[9, 188, 344, 199]
collateral-heading-bar: धितोको विवरण bbox=[358, 523, 693, 529]
collateral-heading-bar: धितोको विवरण bbox=[358, 699, 693, 705]
collateral-details: हाम्रो कम्पनी ग्राहकलाई दिइएको कर्जा सुविधाको सम्बन्धमा कर्जा तिर्न बाँकी रहेको हुँदा सो ऋण ब्याज सहित चुक्ता गर्न यो सूचना प्रकाशित गरिएको छ । निर्धारित अवधिभित्र ऋण चुक्ता नगरेमा धितो लिलाम बिक्री गरिने व्यहोरा सूचित गरिन्छ । bbox=[9, 266, 344, 277]
proprietor-name: प्रो. श्री विष्णु अधिकारी bbox=[9, 682, 45, 688]
borrower-name: ऋणी फर्म: कर्णाली ट्रेड सेन्टर bbox=[367, 642, 413, 648]
collateral-details: हाम्रो कम्पनी ग्राहकलाई दिइएको कर्जा सुविधाको सम्बन्धमा कर्जा तिर्न बाँकी रहेको हुँदा सो ऋण ब्याज सहित चुक्ता गर्न यो सूचना प्रकाशित गरिएको छ । निर्धारित अवधिभित्र ऋण चुक्ता नगरेमा धितो लिलाम बिक्री गरिने व्यहोरा सूचित गरिन्छ । bbox=[9, 231, 344, 242]
proprietor-name: प्रो. श्री राम नारायण यादव bbox=[358, 67, 398, 73]
collateral-details: हाम्रो कम्पनी ग्राहकलाई दिइएको कर्जा सुविधाको सम्बन्धमा कर्जा तिर्न बाँकी रहेको हुँदा सो ऋण ब्याज सहित चुक्ता गर्न यो सूचना प्रकाशित गरिएको छ । निर्धारित अवधिभित्र ऋण चुक्ता नगरेमा धितो लिलाम बिक्री गरिने व्यहोरा सूचित गरिन्छ । bbox=[9, 319, 344, 330]
notice-number: १३४) bbox=[358, 114, 367, 120]
borrower-name: ऋणी फर्म: सगरमाथा स्टोर्स bbox=[18, 554, 61, 560]
proprietor-name: प्रो. श्री महेश शाह bbox=[358, 243, 386, 249]
proprietor-name: प्रो. श्री गोविन्द जोशी bbox=[358, 331, 390, 337]
borrower-address: ठेगाना: हेटौंडा उपमहानगरपालिका वडा नं. ४, मकवानपुर bbox=[9, 648, 94, 654]
borrower-name: ऋणी फर्म: नेपाल सप्लायर्स bbox=[18, 642, 61, 648]
collateral-details: हाम्रो कम्पनी ग्राहकलाई दिइएको कर्जा सुविधाको सम्बन्धमा कर्जा तिर्न बाँकी रहेको हुँदा सो ऋण ब्याज सहित चुक्ता गर्न यो सूचना प्रकाशित गरिएको छ । निर्धारित अवधिभित्र ऋण चुक्ता नगरेमा धितो लिलाम बिक्री गरिने व्यहोरा सूचित गरिन्छ । bbox=[9, 628, 344, 639]
collateral-details: हाम्रो कम्पनी ग्राहकलाई दिइएको कर्जा सुविधाको सम्बन्धमा कर्जा तिर्न बाँकी रहेको हुँदा सो ऋण ब्याज सहित चुक्ता गर्न यो सूचना प्रकाशित गरिएको छ । निर्धारित अवधिभित्र ऋण चुक्ता नगरेमा धितो लिलाम बिक्री गरिने व्यहोरा सूचित गरिन्छ । bbox=[9, 716, 344, 727]
collateral-details: हाम्रो कम्पनी ग्राहकलाई दिइएको कर्जा सुविधाको सम्बन्धमा कर्जा तिर्न बाँकी रहेको हुँदा सो ऋण ब्याज सहित चुक्ता गर्न यो सूचना प्रकाशित गरिएको छ । निर्धारित अवधिभित्र ऋण चुक्ता नगरेमा धितो लिलाम बिक्री गरिने व्यहोरा सूचित गरिन्छ । bbox=[9, 100, 344, 111]
proprietor-name: प्रो. श्री हरि प्रसाद पौडेल bbox=[9, 331, 47, 337]
collateral-details: हाम्रो कम्पनी ग्राहकलाई दिइएको कर्जा सुविधाको सम्बन्धमा कर्जा तिर्न बाँकी रहेको हुँदा सो ऋण ब्याज सहित चुक्ता गर्न यो सूचना प्रकाशित गरिएको छ । निर्धारित अवधिभित्र ऋण चुक्ता नगरेमा धितो लिलाम बिक्री गरिने व्यहोरा सूचित गरिन्छ । bbox=[9, 442, 344, 453]
notice-entry bbox=[7, 642, 346, 730]
collateral-details: हाम्रो कम्पनी ग्राहकलाई दिइएको कर्जा सुविधाको सम्बन्धमा कर्जा तिर्न बाँकी रहेको हुँदा सो ऋण ब्याज सहित चुक्ता गर्न यो सूचना प्रकाशित गरिएको छ । निर्धारित अवधिभित्र ऋण चुक्ता नगरेमा धितो लिलाम बिक्री गरिने व्यहोरा सूचित गरिन्छ । bbox=[9, 706, 344, 717]
collateral-details: हाम्रो कम्पनी ग्राहकलाई दिइएको कर्जा सुविधाको सम्बन्धमा कर्जा तिर्न बाँकी रहेको हुँदा सो ऋण ब्याज सहित चुक्ता गर्न यो सूचना प्रकाशित गरिएको छ । निर्धारित अवधिभित्र ऋण चुक्ता नगरेमा धितो लिलाम बिक्री गरिने व्यहोरा सूचित गरिन्छ । bbox=[9, 178, 344, 189]
collateral-heading-bar: धितोको विवरण bbox=[358, 391, 693, 397]
borrower-address: ठेगाना: नेपालगञ्ज उपमहानगरपालिका वडा नं. २, बाँके bbox=[358, 208, 441, 214]
borrower-name: ऋणी फर्म: एभ.पि.एम टेक्स्टाइल्स प्रा. लि., प्रोप्राइटर bbox=[18, 114, 101, 120]
collateral-details: हाम्रो कम्पनी ग्राहकलाई दिइएको कर्जा सुविधाको सम्बन्धमा कर्जा तिर्न बाँकी रहेको हुँदा सो ऋण ब्याज सहित चुक्ता गर्न यो सूचना प्रकाशित गरिएको छ । निर्धारित अवधिभित्र ऋण चुक्ता नगरेमा धितो लिलाम बिक्री गरिने व्यहोरा सूचित गरिन्छ । bbox=[9, 485, 344, 496]
notice-number: १४०) bbox=[358, 642, 367, 648]
notice-entry bbox=[356, 378, 695, 466]
proprietor-name: प्रो. श्री सुरेश गौतम bbox=[358, 155, 388, 161]
proprietor-name: प्रो. श्री राजेश अग्रवाल bbox=[9, 594, 44, 600]
